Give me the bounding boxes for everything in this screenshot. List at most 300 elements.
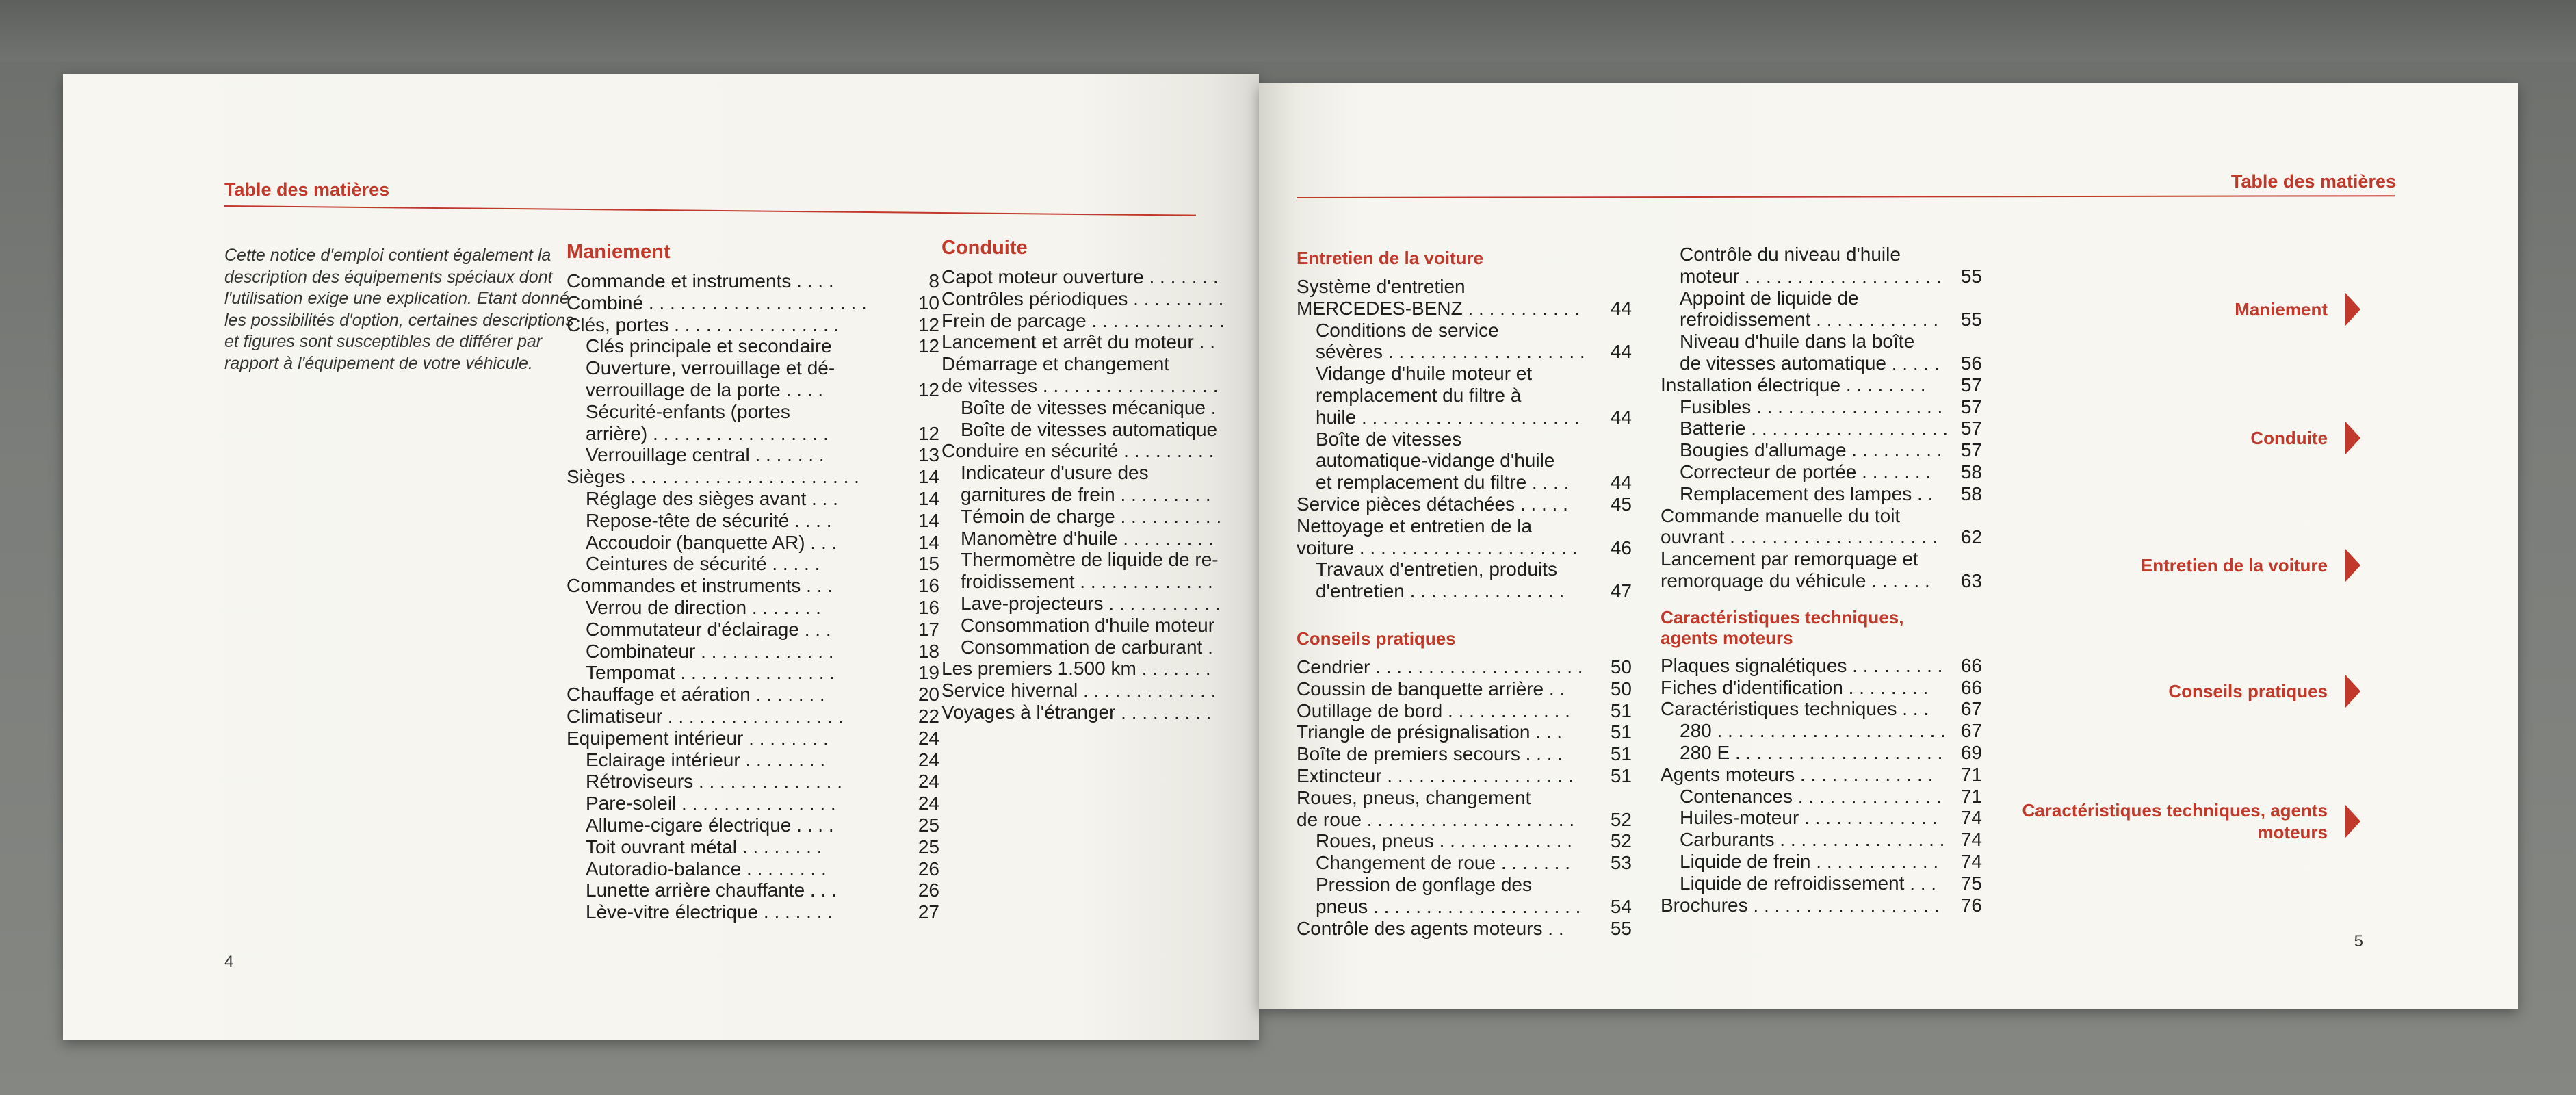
toc-entry bbox=[1297, 580, 1632, 602]
toc-entry bbox=[567, 466, 939, 488]
toc-entry bbox=[1297, 472, 1632, 493]
toc-entry-page: 19 bbox=[918, 662, 939, 684]
toc-entry bbox=[567, 597, 939, 619]
toc-entry-page: 44 bbox=[1610, 472, 1632, 493]
toc-entry bbox=[941, 549, 1259, 571]
toc-entry-title: Vidange d'huile moteur et bbox=[1316, 363, 1533, 385]
toc-entry-page: 69 bbox=[1960, 741, 1982, 763]
toc-entry-title: Appoint de liquide de bbox=[1680, 287, 1859, 309]
toc-entry-title: Roues, pneus . . . . . . . . . . . . . bbox=[1316, 830, 1573, 852]
toc-entry-page: 20 bbox=[918, 684, 939, 706]
toc-entry bbox=[1297, 298, 1632, 320]
toc-entry-title: Repose-tête de sécurité . . . . bbox=[586, 509, 832, 531]
toc-entry-title: sévères . . . . . . . . . . . . . . . . . . . bbox=[1316, 341, 1585, 363]
toc-entry-title: voiture . . . . . . . . . . . . . . . . . . . . . bbox=[1297, 537, 1578, 558]
toc-entry-page: 57 bbox=[1960, 396, 1982, 417]
toc-entry-title: Allume-cigare électrique . . . . bbox=[586, 814, 834, 836]
right-page bbox=[1259, 83, 2518, 1009]
toc-entry-page: 16 bbox=[918, 575, 939, 597]
toc-entry-title: Conduire en sécurité . . . . . . . . . bbox=[941, 440, 1214, 462]
toc-entry bbox=[941, 484, 1259, 506]
toc-entry-page: 14 bbox=[918, 487, 939, 509]
toc-entry-page: 10 bbox=[918, 292, 939, 313]
toc-entry bbox=[567, 292, 939, 314]
toc-entry bbox=[1661, 829, 1982, 851]
toc-entry-title: Thermomètre de liquide de re- bbox=[961, 549, 1219, 571]
toc-entry bbox=[941, 593, 1259, 615]
toc-entry-title: Caractéristiques techniques . . . bbox=[1661, 698, 1929, 720]
toc-entry-title: Système d'entretien bbox=[1297, 276, 1466, 297]
toc-entry-page: 27 bbox=[918, 901, 939, 923]
toc-entry bbox=[567, 444, 939, 466]
toc-entry-page: 17 bbox=[918, 618, 939, 640]
toc-entry-page: 44 bbox=[1610, 406, 1632, 428]
tab-caracteristiques[interactable] bbox=[2006, 797, 2360, 846]
toc-entry bbox=[941, 701, 1259, 723]
toc-entry-title: Agents moteurs . . . . . . . . . . . . . bbox=[1661, 763, 1934, 785]
toc-entry bbox=[941, 331, 1259, 353]
toc-entry-page: 12 bbox=[918, 422, 939, 444]
toc-entry-page: 50 bbox=[1610, 678, 1632, 699]
toc-entry-page: 18 bbox=[918, 640, 939, 662]
toc-entry bbox=[1297, 743, 1632, 765]
toc-entry bbox=[567, 771, 939, 793]
toc-entry bbox=[1661, 851, 1982, 873]
toc-entry-page: 62 bbox=[1960, 526, 1982, 548]
toc-entry-page: 44 bbox=[1610, 341, 1632, 363]
toc-entry-title: Commutateur d'éclairage . . . bbox=[586, 618, 831, 640]
toc-entry-page: 26 bbox=[918, 858, 939, 879]
section-title-entretien: Entretien de la voiture bbox=[1297, 248, 1484, 268]
toc-entry bbox=[1297, 363, 1632, 385]
toc-entry bbox=[567, 641, 939, 662]
toc-entry-page: 14 bbox=[918, 466, 939, 488]
toc-entry bbox=[1297, 493, 1632, 515]
toc-entry-page: 45 bbox=[1610, 493, 1632, 515]
toc-entry-page: 52 bbox=[1610, 830, 1632, 852]
toc-column-maniement bbox=[567, 241, 939, 923]
arrow-right-icon bbox=[2345, 422, 2360, 454]
toc-entry-title: Accoudoir (banquette AR) . . . bbox=[586, 531, 837, 553]
toc-entry-page: 15 bbox=[918, 553, 939, 575]
toc-entry-page: 8 bbox=[928, 270, 939, 292]
toc-entry-title: Chauffage et aération . . . . . . . bbox=[567, 684, 825, 706]
right-header-rule bbox=[1297, 195, 2395, 198]
toc-entry-page: 24 bbox=[918, 793, 939, 814]
toc-entry-page: 57 bbox=[1960, 439, 1982, 461]
toc-entry bbox=[567, 901, 939, 923]
toc-column-conduite bbox=[941, 237, 1259, 723]
toc-entry bbox=[1661, 742, 1982, 764]
toc-entry bbox=[941, 528, 1259, 550]
toc-entry bbox=[1297, 537, 1632, 559]
toc-entry bbox=[1661, 570, 1982, 592]
toc-entry-title: huile . . . . . . . . . . . . . . . . . . . . . bbox=[1316, 406, 1580, 428]
toc-entry-title: Huiles-moteur . . . . . . . . . . . . . bbox=[1680, 807, 1938, 829]
toc-entry bbox=[1297, 428, 1632, 450]
toc-entry-title: MERCEDES-BENZ . . . . . . . . . . . bbox=[1297, 297, 1580, 319]
toc-entry bbox=[567, 793, 939, 814]
section-title-caracteristiques: Caractéristiques techniques, agents moteurs bbox=[1661, 606, 1904, 648]
toc-entry-title: pneus . . . . . . . . . . . . . . . . . . . . bbox=[1316, 895, 1581, 917]
toc-entry bbox=[1297, 765, 1632, 787]
toc-entry bbox=[567, 488, 939, 510]
toc-entry bbox=[941, 266, 1259, 288]
toc-entry-page: 12 bbox=[918, 313, 939, 335]
section-title-conduite: Conduite bbox=[941, 237, 1028, 259]
toc-entry-title: et remplacement du filtre . . . . bbox=[1316, 472, 1570, 493]
toc-entry-title: Voyages à l'étranger . . . . . . . . . bbox=[941, 701, 1212, 723]
toc-entry-title: Démarrage et changement bbox=[941, 353, 1170, 375]
toc-entry bbox=[941, 680, 1259, 701]
toc-entry-page: 47 bbox=[1610, 580, 1632, 602]
tab-label: Caractéristiques techniques, agents moteurs bbox=[2022, 800, 2328, 842]
toc-entry bbox=[1297, 721, 1632, 743]
toc-entry bbox=[567, 532, 939, 554]
toc-entry-page: 56 bbox=[1960, 352, 1982, 374]
toc-entry-title: Autoradio-balance . . . . . . . . bbox=[586, 858, 827, 879]
toc-entry bbox=[1661, 439, 1982, 461]
toc-entry-title: Combiné . . . . . . . . . . . . . . . . . . . . . bbox=[567, 292, 867, 313]
toc-column-entretien bbox=[1297, 248, 1632, 939]
toc-entry bbox=[1661, 374, 1982, 396]
toc-entry-title: Boîte de vitesses automatique bbox=[961, 418, 1218, 440]
toc-entry-title: Consommation de carburant . bbox=[961, 636, 1213, 658]
toc-entry bbox=[1661, 505, 1982, 527]
toc-entry bbox=[567, 270, 939, 292]
toc-entry-page: 57 bbox=[1960, 374, 1982, 396]
toc-entry-title: Ouverture, verrouillage et dé- bbox=[586, 357, 835, 379]
section-title-conseils: Conseils pratiques bbox=[1297, 628, 1456, 649]
toc-entry-title: Service pièces détachées . . . . . bbox=[1297, 493, 1568, 515]
toc-entry bbox=[1297, 678, 1632, 700]
toc-entry bbox=[567, 727, 939, 749]
toc-entry bbox=[567, 879, 939, 901]
toc-entry-title: Contrôles périodiques . . . . . . . . . bbox=[941, 287, 1224, 309]
toc-entry bbox=[1661, 461, 1982, 483]
toc-entry-title: Roues, pneus, changement bbox=[1297, 786, 1531, 808]
toc-entry-title: d'entretien . . . . . . . . . . . . . . . bbox=[1316, 580, 1565, 602]
toc-entry-page: 67 bbox=[1960, 698, 1982, 720]
toc-entry-page: 44 bbox=[1610, 297, 1632, 319]
toc-entry bbox=[567, 662, 939, 684]
toc-entry-page: 24 bbox=[918, 727, 939, 749]
toc-entry-title: 280 E . . . . . . . . . . . . . . . . . . . . bbox=[1680, 741, 1943, 763]
toc-entry bbox=[1297, 700, 1632, 722]
toc-entry-page: 24 bbox=[918, 749, 939, 771]
toc-entry-title: Boîte de vitesses mécanique . bbox=[961, 396, 1217, 418]
toc-entry-title: Verrouillage central . . . . . . . bbox=[586, 444, 824, 466]
arrow-right-icon bbox=[2345, 293, 2360, 326]
toc-entry-page: 74 bbox=[1960, 807, 1982, 829]
toc-entry-title: Contrôle du niveau d'huile bbox=[1680, 244, 1901, 265]
toc-entry-title: Tempomat . . . . . . . . . . . . . . . bbox=[586, 662, 835, 684]
toc-entry-title: Bougies d'allumage . . . . . . . . . bbox=[1680, 439, 1942, 461]
toc-entry-title: Fiches d'identification . . . . . . . . bbox=[1661, 676, 1929, 698]
toc-entry bbox=[1661, 396, 1982, 418]
toc-entry bbox=[567, 401, 939, 423]
toc-entry bbox=[1661, 331, 1982, 352]
toc-entry-title: moteur . . . . . . . . . . . . . . . . . . . bbox=[1680, 265, 1942, 287]
toc-entry-title: Niveau d'huile dans la boîte bbox=[1680, 331, 1915, 352]
toc-entry bbox=[1661, 786, 1982, 808]
toc-entry bbox=[1297, 515, 1632, 537]
toc-entry-title: Manomètre d'huile . . . . . . . . . bbox=[961, 527, 1214, 549]
toc-entry bbox=[1661, 287, 1982, 309]
toc-entry bbox=[1297, 320, 1632, 342]
toc-entry-title: Frein de parcage . . . . . . . . . . . . . bbox=[941, 309, 1225, 331]
toc-entry bbox=[941, 462, 1259, 484]
toc-entry bbox=[1297, 896, 1632, 918]
page-number-left: 4 bbox=[224, 953, 234, 971]
toc-entry-title: Fusibles . . . . . . . . . . . . . . . . . . bbox=[1680, 396, 1943, 417]
toc-entry-page: 14 bbox=[918, 531, 939, 553]
toc-entry bbox=[1297, 809, 1632, 831]
toc-entry-title: Capot moteur ouverture . . . . . . . bbox=[941, 266, 1219, 287]
toc-entry-title: Commandes et instruments . . . bbox=[567, 575, 833, 597]
toc-entry-title: Lunette arrière chauffante . . . bbox=[586, 879, 837, 901]
toc-entry-title: de vitesses automatique . . . . . bbox=[1680, 352, 1940, 374]
right-page-header: Table des matières bbox=[2230, 171, 2396, 192]
toc-entry-title: Clés, portes . . . . . . . . . . . . . . . . bbox=[567, 313, 840, 335]
toc-entry bbox=[941, 310, 1259, 332]
toc-entry bbox=[941, 375, 1259, 397]
intro-text: Cette notice d'emploi contient également la description des équipements spéciaux dont l'utilisation exige une explication. Etant donné les possibilités d'option, certaines descriptions et figures sont susceptibles de différer par rapport à l'équipement de votre véhicule. bbox=[224, 246, 574, 373]
toc-entry-page: 12 bbox=[918, 335, 939, 357]
toc-entry-title: de vitesses . . . . . . . . . . . . . . . . . bbox=[941, 374, 1219, 396]
toc-entry bbox=[1297, 874, 1632, 896]
toc-entry bbox=[1297, 656, 1632, 678]
toc-entry-page: 58 bbox=[1960, 461, 1982, 482]
toc-entry-title: froidissement . . . . . . . . . . . . . bbox=[961, 571, 1213, 593]
toc-entry-page: 51 bbox=[1610, 764, 1632, 786]
toc-entry-page: 75 bbox=[1960, 872, 1982, 894]
toc-entry bbox=[567, 814, 939, 836]
toc-entry-page: 55 bbox=[1610, 917, 1632, 939]
toc-entry-title: Lancement et arrêt du moteur . . bbox=[941, 331, 1215, 353]
toc-entry bbox=[941, 440, 1259, 462]
toc-entry bbox=[941, 506, 1259, 528]
page-number-right: 5 bbox=[2354, 932, 2363, 951]
toc-entry bbox=[1297, 558, 1632, 580]
toc-entry-title: Changement de roue . . . . . . . bbox=[1316, 852, 1570, 874]
toc-entry-title: Plaques signalétiques . . . . . . . . . bbox=[1661, 654, 1943, 676]
toc-entry-page: 52 bbox=[1610, 808, 1632, 830]
toc-entry-title: Coussin de banquette arrière . . bbox=[1297, 678, 1565, 699]
toc-entry-page: 76 bbox=[1960, 894, 1982, 916]
toc-entry bbox=[1661, 720, 1982, 742]
toc-entry bbox=[1297, 407, 1632, 428]
toc-entry-page: 12 bbox=[918, 378, 939, 400]
toc-entry bbox=[1297, 830, 1632, 852]
left-header-rule bbox=[224, 205, 1196, 216]
toc-entry bbox=[1661, 526, 1982, 548]
toc-entry bbox=[1661, 266, 1982, 287]
left-page-header: Table des matières bbox=[224, 179, 390, 200]
toc-entry-page: 51 bbox=[1610, 721, 1632, 743]
toc-entry-page: 16 bbox=[918, 596, 939, 618]
toc-entry bbox=[1661, 655, 1982, 677]
toc-entry bbox=[1661, 244, 1982, 266]
toc-entry-title: Batterie . . . . . . . . . . . . . . . . . . . bbox=[1680, 417, 1949, 439]
toc-entry-title: Installation électrique . . . . . . . . bbox=[1661, 374, 1926, 396]
toc-entry-title: Consommation d'huile moteur bbox=[961, 614, 1215, 636]
toc-entry bbox=[1297, 276, 1632, 298]
toc-entry bbox=[941, 636, 1259, 658]
toc-entry-page: 14 bbox=[918, 509, 939, 531]
toc-entry bbox=[941, 615, 1259, 636]
toc-entry-page: 66 bbox=[1960, 676, 1982, 698]
toc-entry-title: Lancement par remorquage et bbox=[1661, 548, 1918, 570]
tab-label: Maniement bbox=[2235, 299, 2328, 320]
toc-entry-title: automatique-vidange d'huile bbox=[1316, 450, 1555, 472]
toc-entry-title: garnitures de frein . . . . . . . . . bbox=[961, 483, 1211, 505]
toc-entry bbox=[1297, 787, 1632, 809]
toc-entry bbox=[1297, 852, 1632, 874]
toc-entry-title: Equipement intérieur . . . . . . . . bbox=[567, 727, 829, 749]
toc-entry bbox=[567, 858, 939, 880]
toc-entry-page: 50 bbox=[1610, 656, 1632, 678]
toc-entry-page: 55 bbox=[1960, 309, 1982, 331]
toc-entry-page: 53 bbox=[1610, 852, 1632, 874]
toc-entry-page: 74 bbox=[1960, 850, 1982, 872]
toc-entry-title: refroidissement . . . . . . . . . . . . bbox=[1680, 309, 1939, 331]
toc-entry-title: verrouillage de la porte . . . . bbox=[586, 378, 824, 400]
toc-entry-page: 67 bbox=[1960, 720, 1982, 742]
toc-entry bbox=[1297, 341, 1632, 363]
toc-entry-title: Outillage de bord . . . . . . . . . . . . bbox=[1297, 699, 1570, 721]
toc-entry-page: 71 bbox=[1960, 763, 1982, 785]
toc-entry bbox=[1661, 548, 1982, 570]
toc-entry-title: Verrou de direction . . . . . . . bbox=[586, 596, 821, 618]
toc-entry bbox=[567, 335, 939, 357]
toc-entry-title: 280 . . . . . . . . . . . . . . . . . . . . . . bbox=[1680, 720, 1947, 742]
tab-label: Entretien de la voiture bbox=[2140, 555, 2328, 576]
toc-entry-title: Rétroviseurs . . . . . . . . . . . . . . bbox=[586, 771, 842, 793]
section-title-maniement: Maniement bbox=[567, 241, 671, 263]
toc-entry bbox=[1661, 309, 1982, 331]
toc-entry-page: 46 bbox=[1610, 537, 1632, 558]
toc-entry-title: Indicateur d'usure des bbox=[961, 462, 1149, 484]
toc-entry-page: 51 bbox=[1610, 699, 1632, 721]
toc-entry bbox=[567, 575, 939, 597]
toc-entry-page: 22 bbox=[918, 705, 939, 727]
toc-entry bbox=[567, 684, 939, 706]
toc-entry bbox=[1661, 677, 1982, 699]
toc-entry-title: Extincteur . . . . . . . . . . . . . . . . . . bbox=[1297, 764, 1574, 786]
toc-entry bbox=[941, 658, 1259, 680]
toc-entry-title: Boîte de vitesses bbox=[1316, 428, 1462, 450]
toc-entry-title: Les premiers 1.500 km . . . . . . . bbox=[941, 658, 1211, 680]
toc-entry bbox=[567, 357, 939, 379]
toc-entry-page: 71 bbox=[1960, 785, 1982, 807]
tab-maniement[interactable] bbox=[2235, 289, 2360, 330]
toc-entry bbox=[567, 553, 939, 575]
toc-entry bbox=[567, 379, 939, 401]
toc-entry bbox=[1661, 352, 1982, 374]
toc-entry-page: 54 bbox=[1610, 895, 1632, 917]
toc-entry-title: Liquide de refroidissement . . . bbox=[1680, 872, 1937, 894]
toc-entry-title: remorquage du véhicule . . . . . . bbox=[1661, 569, 1930, 591]
toc-entry-title: Pression de gonflage des bbox=[1316, 873, 1532, 895]
toc-entry-title: Clés principale et secondaire bbox=[586, 335, 832, 357]
toc-entry-title: Commande et instruments . . . . bbox=[567, 270, 834, 292]
toc-entry bbox=[1661, 873, 1982, 894]
toc-entry bbox=[941, 288, 1259, 310]
toc-entry-title: Cendrier . . . . . . . . . . . . . . . . . . . . bbox=[1297, 656, 1583, 678]
toc-entry-page: 57 bbox=[1960, 417, 1982, 439]
toc-entry bbox=[567, 749, 939, 771]
toc-entry-title: Combinateur . . . . . . . . . . . . . bbox=[586, 640, 834, 662]
toc-entry-page: 13 bbox=[918, 444, 939, 466]
toc-entry-title: Liquide de frein . . . . . . . . . . . . bbox=[1680, 850, 1939, 872]
toc-entry-page: 55 bbox=[1960, 265, 1982, 287]
tab-entretien[interactable] bbox=[2141, 545, 2360, 586]
toc-entry bbox=[1661, 483, 1982, 505]
tab-label: Conduite bbox=[2250, 428, 2328, 448]
toc-entry bbox=[1297, 450, 1632, 472]
toc-entry-title: remplacement du filtre à bbox=[1316, 384, 1522, 406]
tab-conseils[interactable] bbox=[2168, 671, 2360, 712]
toc-entry bbox=[1297, 385, 1632, 407]
toc-entry-title: Carburants . . . . . . . . . . . . . . . . bbox=[1680, 829, 1945, 851]
tab-label: Conseils pratiques bbox=[2168, 681, 2328, 701]
toc-entry-title: arrière) . . . . . . . . . . . . . . . . . bbox=[586, 422, 829, 444]
toc-entry bbox=[1661, 698, 1982, 720]
toc-entry bbox=[567, 423, 939, 445]
toc-entry-title: Climatiseur . . . . . . . . . . . . . . . . . bbox=[567, 705, 844, 727]
toc-entry-title: Remplacement des lampes . . bbox=[1680, 482, 1934, 504]
toc-entry-title: ouvrant . . . . . . . . . . . . . . . . . . . . bbox=[1661, 526, 1938, 548]
toc-entry-title: Brochures . . . . . . . . . . . . . . . . . . bbox=[1661, 894, 1940, 916]
toc-entry bbox=[941, 571, 1259, 593]
toc-entry-title: Conditions de service bbox=[1316, 319, 1499, 341]
toc-entry bbox=[567, 836, 939, 858]
toc-entry-title: Contenances . . . . . . . . . . . . . . bbox=[1680, 785, 1942, 807]
toc-entry-title: Toit ouvrant métal . . . . . . . . bbox=[586, 836, 822, 858]
toc-entry-title: Travaux d'entretien, produits bbox=[1316, 558, 1557, 580]
toc-entry bbox=[941, 353, 1259, 375]
toc-entry-title: Sécurité-enfants (portes bbox=[586, 400, 790, 422]
toc-entry bbox=[1661, 894, 1982, 916]
toc-entry bbox=[941, 419, 1259, 441]
left-page bbox=[63, 74, 1259, 1040]
toc-entry-page: 66 bbox=[1960, 654, 1982, 676]
toc-entry bbox=[1297, 918, 1632, 940]
toc-entry-page: 25 bbox=[918, 836, 939, 858]
toc-entry-title: Sièges . . . . . . . . . . . . . . . . . . . . . . bbox=[567, 466, 859, 488]
toc-entry-page: 24 bbox=[918, 771, 939, 793]
toc-entry-title: Eclairage intérieur . . . . . . . . bbox=[586, 749, 826, 771]
toc-entry-page: 74 bbox=[1960, 829, 1982, 851]
toc-entry-title: Contrôle des agents moteurs . . bbox=[1297, 917, 1564, 939]
toc-entry-title: Ceintures de sécurité . . . . . bbox=[586, 553, 820, 575]
tab-conduite[interactable] bbox=[2250, 417, 2360, 459]
toc-entry-page: 58 bbox=[1960, 482, 1982, 504]
table-surface bbox=[0, 0, 2576, 62]
toc-entry-title: Témoin de charge . . . . . . . . . . bbox=[961, 505, 1222, 527]
toc-entry-title: Réglage des sièges avant . . . bbox=[586, 487, 838, 509]
toc-entry-page: 63 bbox=[1960, 569, 1982, 591]
toc-entry bbox=[1661, 417, 1982, 439]
toc-entry-title: Correcteur de portée . . . . . . . bbox=[1680, 461, 1931, 482]
arrow-right-icon bbox=[2345, 549, 2360, 582]
toc-entry-page: 25 bbox=[918, 814, 939, 836]
toc-entry-title: de roue . . . . . . . . . . . . . . . . . . . . bbox=[1297, 808, 1575, 830]
toc-column-caracteristiques bbox=[1661, 244, 1982, 916]
toc-entry-title: Commande manuelle du toit bbox=[1661, 504, 1901, 526]
toc-entry bbox=[567, 510, 939, 532]
